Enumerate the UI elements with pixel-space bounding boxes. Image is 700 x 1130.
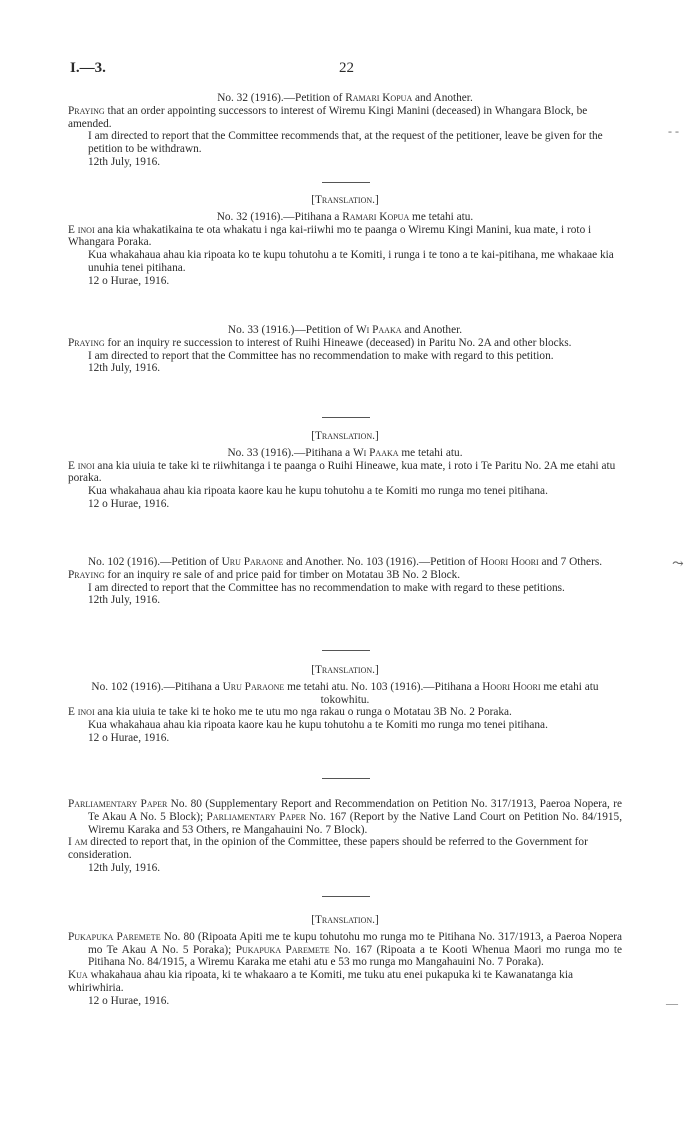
papers-description: Pukapuka Paremete No. 80 (Ripoata Apiti me te kupu tohutohu mo runga mo te Pitihana No. 317/1913, a Paeroa Nopera mo Te Akau A No. 5 Poraka); Pukapuka Paremete No. 167 (Ripoata a te Kooti Whenua Maori mo runga mo te Pitihana No. 84/1915, a Wiremu Karaka me etahi atu e 53 mo runga mo Mangahauini No. 7 Poraka). [68,930,623,969]
petition-102-103-translation [68,664,622,745]
report-text: I am directed to report that the Committee recommends that, at the request of the petitioner, leave be given for the petition to be withdrawn. [88,130,603,156]
parliamentary-papers-english [68,798,622,875]
petition-title: No. 33 (1916).—Pitihana a Wi Paaka me tetahi atu. [227,446,463,459]
petitioner-name: Ramari Kopua [345,92,413,104]
translation-heading: [Translation.] [311,194,379,206]
papers-description: Parliamentary Paper No. 80 (Supplementary Report and Recommendation on Petition No. 317/1913, Paeroa Nopera, re Te Akau A No. 5 Block); Parliamentary Paper No. 167 (Report by the Native Land Court on Petition No. 84/1915, Wiremu Karaka and 53 Others, re Mangahauini No. 7 Block). [68,798,623,836]
divider [322,778,370,779]
prayer-text: E inoi ana kia uiuia te take ki te hoko me te utu mo nga rakau o runga o Motatau 3B No. 2 Poraka. [68,706,512,719]
petition-32-translation [68,194,622,288]
report-text: Kua whakahaua ahau kia ripoata kaore kau he kupu tohutohu a te Komiti mo runga mo tenei pitihana. [88,719,548,732]
report-date: 12 o Hurae, 1916. [88,274,170,287]
petition-title: No. 32 (1916).—Petition of Ramari Kopua and Another. [217,92,473,104]
petitioner-name: Ramari Kopua [342,210,410,223]
page-number: 22 [339,60,354,76]
margin-mark: ⤳ [672,557,684,572]
divider [322,182,370,183]
report-text: Kua whakahaua ahau kia ripoata ko te kupu tohutohu a te Komiti, i runga i te tono a te kai-pitihana, me whakaae kia unuhia tenei pitihana. [88,249,614,274]
report-date: 12th July, 1916. [88,362,161,375]
petition-102-103-english [68,556,622,607]
report-text: I am directed to report that the Committee has no recommendation to make with regard to these petitions. [88,581,565,594]
parliamentary-papers-translation [68,914,622,1008]
paper-reference: I.—3. [70,60,106,76]
petition-33-english [68,324,622,375]
petitioner-name: Uru Paraone [222,680,285,693]
petition-title: No. 102 (1916).—Pitihana a Uru Paraone me tetahi atu. No. 103 (1916).—Pitihana a Hoori Hoori me etahi atu tokowhitu. [91,680,599,706]
translation-heading: [Translation.] [311,430,379,442]
prayer-text: Praying for an inquiry re sale of and price paid for timber on Motatau 3B No. 2 Block. [68,568,461,581]
divider [322,417,370,418]
petition-title: No. 102 (1916).—Petition of Uru Paraone and Another. No. 103 (1916).—Petition of Hoori Hoori and 7 Others. [87,556,603,568]
report-text: I am directed to report that the Committee has no recommendation to make with regard to this petition. [88,349,554,362]
report-date: 12th July, 1916. [88,155,161,168]
prayer-text: E inoi ana kia uiuia te take ki te riiwhitanga i te paanga o Ruihi Hineawe, kua mate, i roto i Te Paritu No. 2A me etahi atu poraka. [68,459,616,485]
petition-33-translation [68,430,622,511]
petitioner-name: Hoori Hoori [480,556,539,568]
petition-32-english [68,92,622,169]
report-date: 12 o Hurae, 1916. [88,731,170,744]
translation-heading: [Translation.] [311,914,379,926]
report-text: Kua whakahaua ahau kia ripoata, ki te whakaaro a te Komiti, me tuku atu enei pukapuka ki te Kawanatanga kia whiriwhiria. [68,969,573,994]
report-date: 12 o Hurae, 1916. [88,497,170,510]
petitioner-name: Uru Paraone [221,556,284,568]
translation-heading: [Translation.] [311,664,379,676]
report-text: Kua whakahaua ahau kia ripoata kaore kau he kupu tohutohu a te Komiti mo runga mo tenei pitihana. [88,485,548,498]
margin-mark: — [666,996,678,1010]
prayer-text: Praying that an order appointing successors to interest of Wiremu Kingi Manini (deceased) in Whangara Block, be amended. [68,104,588,130]
petition-title: No. 32 (1916).—Pitihana a Ramari Kopua me tetahi atu. [216,210,474,223]
petitioner-name: Hoori Hoori [482,680,541,693]
petition-title: No. 33 (1916.)—Petition of Wi Paaka and Another. [227,324,463,336]
report-date: 12th July, 1916. [88,594,161,607]
prayer-text: E inoi ana kia whakatikaina te ota whakatu i nga kai-riiwhi mo te paanga o Wiremu Kingi Manini, kua mate, i roto i Whangara Poraka. [68,223,592,249]
prayer-text: Praying for an inquiry re succession to interest of Ruihi Hineawe (deceased) in Paritu No. 2A and other blocks. [68,336,572,349]
petitioner-name: Wi Paaka [355,324,402,336]
report-text: I am directed to report that, in the opinion of the Committee, these papers should be referred to the Government for consideration. [68,836,588,862]
divider [322,896,370,897]
divider [322,650,370,651]
report-date: 12th July, 1916. [88,861,161,874]
petitioner-name: Wi Paaka [352,446,399,459]
margin-mark: - - [668,124,679,138]
report-date: 12 o Hurae, 1916. [88,994,170,1007]
